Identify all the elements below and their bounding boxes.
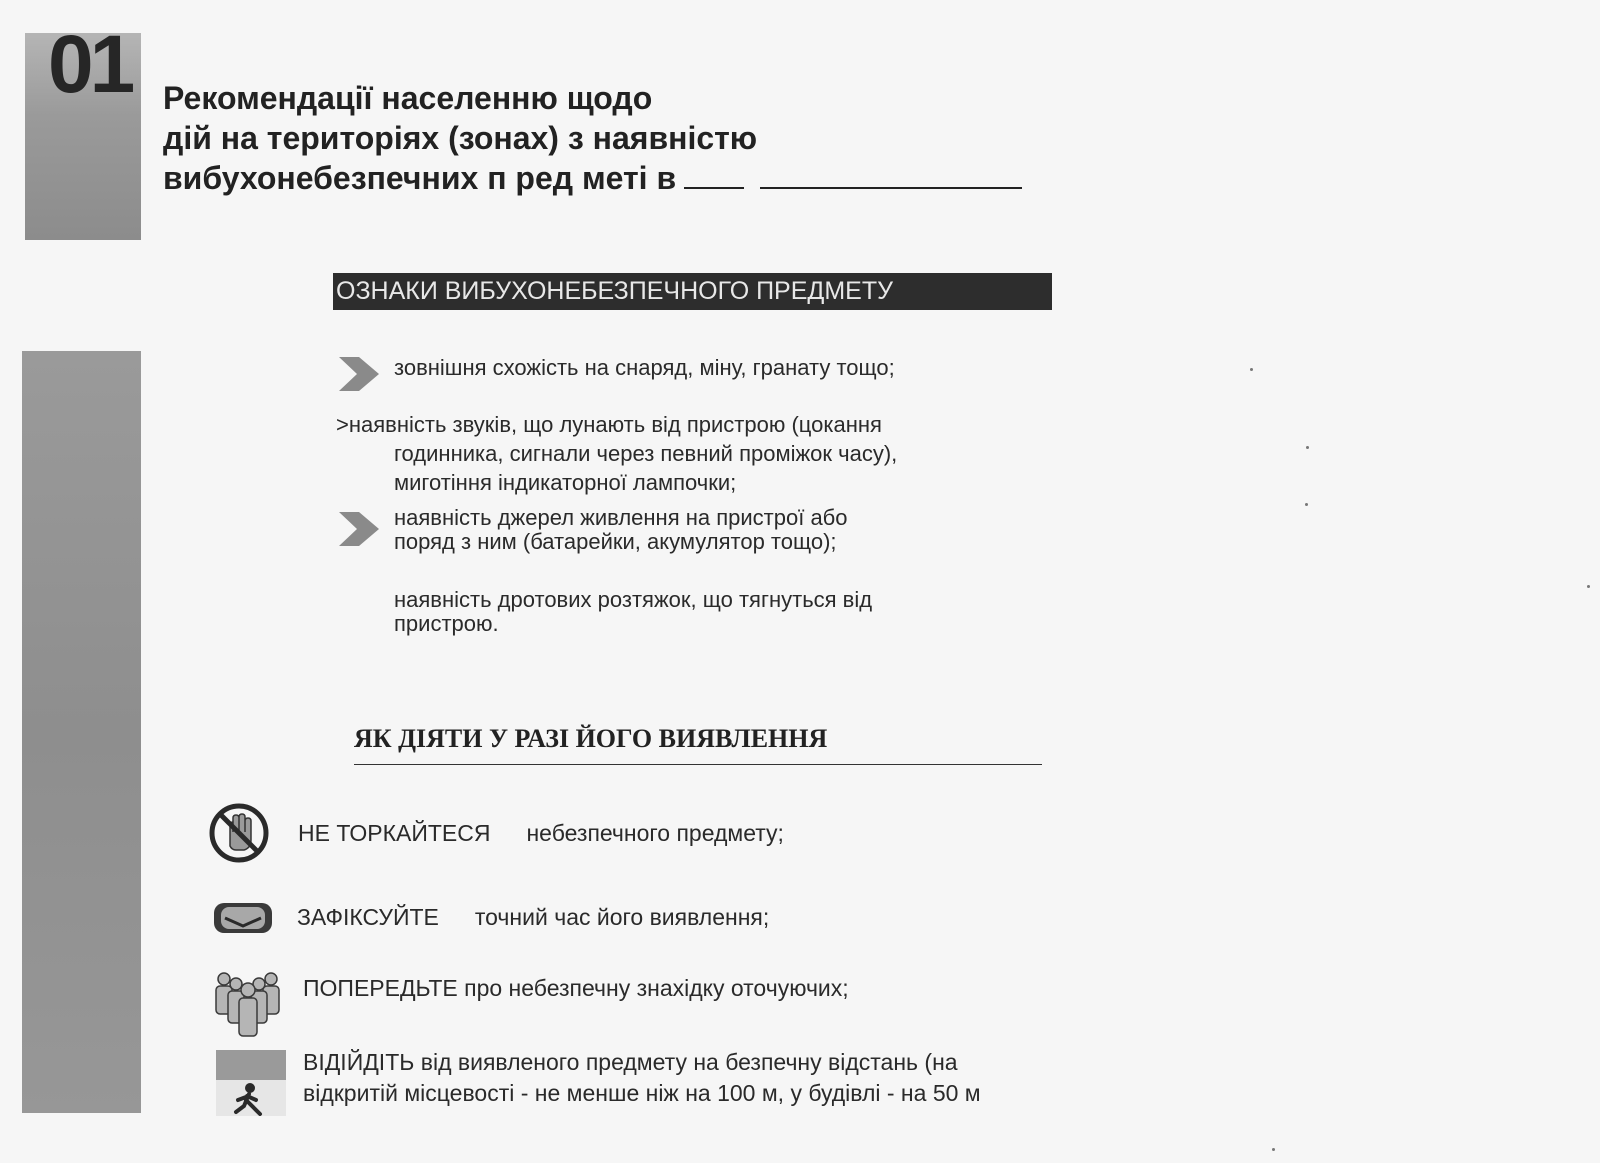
sign-item-wires-cont: пристрою. [394, 611, 499, 636]
people-icon [211, 968, 286, 1040]
sign-item-sounds-cont: годинника, сигнали через певний проміжок часу), [394, 441, 898, 466]
title-line-1: Рекомендації населенню щодо [163, 80, 653, 116]
sign-item-wires: наявність дротових розтяжок, що тягнуться від [394, 587, 873, 612]
action-keyword: ВІДІЙДІТЬ [303, 1049, 415, 1075]
sign-item-power: наявність джерел живлення на пристрої або [394, 505, 848, 530]
fill-in-blank-short [684, 161, 744, 189]
section-number: 01 [48, 19, 132, 110]
action-text: точний час його виявлення; [474, 904, 770, 930]
sign-item-sounds-cont2: миготіння індикаторної лампочки; [394, 470, 737, 495]
action-text: від виявленого предмету на безпечну відстань (на [420, 1049, 958, 1075]
page-title [163, 78, 1022, 198]
action-text: небезпечного предмету; [526, 820, 784, 846]
title-line-3 [163, 158, 1022, 198]
scan-speck [1305, 503, 1308, 506]
fill-in-blank-long [760, 161, 1022, 189]
side-decoration-bar [22, 351, 141, 1113]
chevron-right-icon [337, 510, 381, 548]
chevron-right-icon [337, 355, 381, 393]
action-keyword: ПОПЕРЕДЬТЕ [303, 975, 458, 1001]
title-line-2: дій на територіях (зонах) з наявністю [163, 120, 758, 156]
scan-speck [1250, 368, 1253, 371]
signs-section-header: ОЗНАКИ ВИБУХОНЕБЕЗПЕЧНОГО ПРЕДМЕТУ [333, 273, 1052, 310]
sign-item-sounds: >наявність звуків, що лунають від пристрою (цокання [336, 412, 882, 437]
action-item-record-time [297, 902, 769, 933]
no-touch-icon [208, 802, 270, 864]
action-item-move-away [303, 1047, 981, 1109]
scan-speck [1306, 446, 1309, 449]
clock-icon [212, 900, 274, 936]
action-text: про небезпечну знахідку оточуючих; [464, 975, 849, 1001]
action-keyword: ЗАФІКСУЙТЕ [297, 904, 439, 930]
actions-section-header: ЯК ДІЯТИ У РАЗІ ЙОГО ВИЯВЛЕННЯ [354, 724, 1042, 765]
action-text-cont: відкритій місцевості - не менше ніж на 100 м, у будівлі - на 50 м [303, 1080, 981, 1106]
action-item-warn [303, 973, 849, 1004]
sign-item-power-cont: поряд з ним (батарейки, акумулятор тощо); [394, 529, 837, 554]
sign-item-shape: зовнішня схожість на снаряд, міну, гранату тощо; [394, 355, 895, 380]
walk-away-icon [216, 1050, 286, 1116]
action-item-no-touch [298, 818, 784, 849]
scan-speck [1587, 585, 1590, 588]
title-line-3-text: вибухонебезпечних п ред меті в [163, 160, 677, 196]
action-keyword: НЕ ТОРКАЙТЕСЯ [298, 820, 491, 846]
scan-speck [1272, 1148, 1275, 1151]
